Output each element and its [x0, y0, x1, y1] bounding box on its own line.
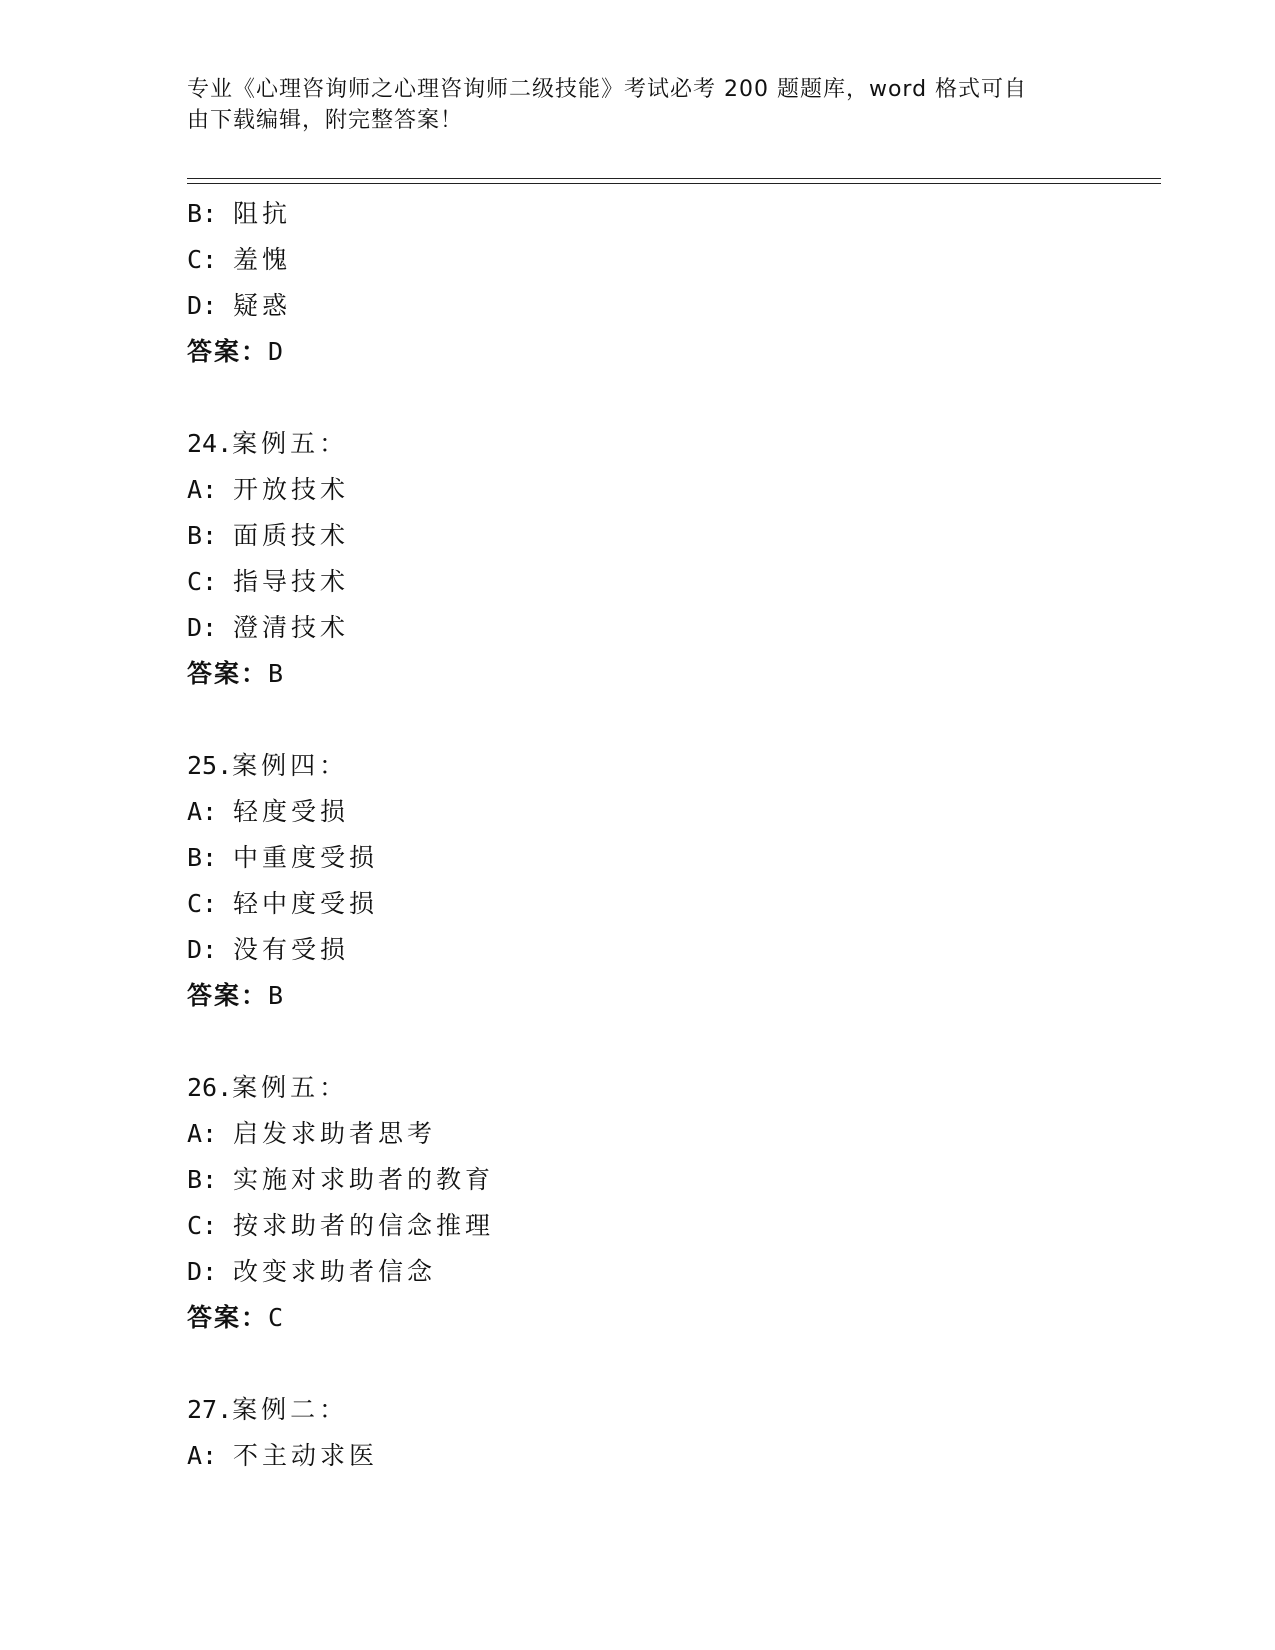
option-text: 没有受损	[233, 935, 350, 964]
spacer	[187, 1019, 1161, 1065]
question-title	[187, 743, 1161, 789]
option-c	[187, 559, 1161, 605]
header-line-1: 专业《心理咨询师之心理咨询师二级技能》考试必考 200 题题库，word 格式可自	[187, 77, 1028, 102]
answer-label: 答案：	[187, 337, 269, 366]
option-c	[187, 1203, 1161, 1249]
header-line-2: 由下载编辑，附完整答案！	[187, 108, 464, 133]
option-label: D:	[187, 935, 218, 964]
option-text: 阻抗	[233, 199, 292, 228]
answer-label: 答案：	[187, 1303, 269, 1332]
answer-value: D	[268, 337, 286, 366]
option-c	[187, 881, 1161, 927]
question-title	[187, 1387, 1161, 1433]
option-text: 开放技术	[233, 475, 350, 504]
option-label: D:	[187, 1257, 218, 1286]
option-label: C:	[187, 245, 218, 274]
option-d	[187, 927, 1161, 973]
option-label: A:	[187, 475, 218, 504]
question-25	[187, 743, 1161, 1019]
option-label: C:	[187, 889, 218, 918]
question-number: 25.	[187, 751, 233, 780]
header-divider-bottom	[187, 183, 1161, 184]
option-label: D:	[187, 613, 218, 642]
option-b	[187, 1157, 1161, 1203]
question-24	[187, 421, 1161, 697]
option-text: 指导技术	[233, 567, 350, 596]
option-d	[187, 605, 1161, 651]
option-text: 轻中度受损	[233, 889, 379, 918]
option-label: B:	[187, 843, 218, 872]
option-label: C:	[187, 1211, 218, 1240]
option-label: A:	[187, 1119, 218, 1148]
option-a	[187, 789, 1161, 835]
option-label: A:	[187, 1441, 218, 1470]
option-a	[187, 1433, 1161, 1479]
question-text: 案例五：	[232, 429, 349, 458]
answer-value: B	[268, 659, 286, 688]
option-text: 面质技术	[233, 521, 350, 550]
option-label: D:	[187, 291, 218, 320]
header-divider-top	[187, 178, 1161, 179]
answer-label: 答案：	[187, 659, 269, 688]
option-text: 中重度受损	[233, 843, 379, 872]
question-number: 24.	[187, 429, 233, 458]
question-text: 案例二：	[232, 1395, 349, 1424]
option-d	[187, 283, 1161, 329]
option-text: 澄清技术	[233, 613, 350, 642]
question-text: 案例四：	[232, 751, 349, 780]
option-text: 疑惑	[233, 291, 292, 320]
option-text: 改变求助者信念	[233, 1257, 437, 1286]
answer-line	[187, 651, 1161, 697]
answer-value: B	[268, 981, 286, 1010]
option-label: B:	[187, 199, 218, 228]
answer-line	[187, 1295, 1161, 1341]
option-label: B:	[187, 521, 218, 550]
question-text: 案例五：	[232, 1073, 349, 1102]
answer-label: 答案：	[187, 981, 269, 1010]
option-b	[187, 513, 1161, 559]
answer-line	[187, 973, 1161, 1019]
option-d	[187, 1249, 1161, 1295]
option-text: 不主动求医	[233, 1441, 379, 1470]
spacer	[187, 697, 1161, 743]
document-header	[187, 74, 1067, 136]
question-23-continued	[187, 191, 1161, 375]
option-label: B:	[187, 1165, 218, 1194]
question-title	[187, 421, 1161, 467]
spacer	[187, 375, 1161, 421]
option-text: 轻度受损	[233, 797, 350, 826]
option-b	[187, 191, 1161, 237]
option-text: 羞愧	[233, 245, 292, 274]
option-text: 启发求助者思考	[233, 1119, 437, 1148]
question-title	[187, 1065, 1161, 1111]
option-label: C:	[187, 567, 218, 596]
question-number: 27.	[187, 1395, 233, 1424]
option-text: 实施对求助者的教育	[233, 1165, 495, 1194]
option-c	[187, 237, 1161, 283]
option-text: 按求助者的信念推理	[233, 1211, 495, 1240]
answer-line	[187, 329, 1161, 375]
option-label: A:	[187, 797, 218, 826]
option-a	[187, 1111, 1161, 1157]
option-a	[187, 467, 1161, 513]
question-list	[187, 191, 1161, 1479]
question-27	[187, 1387, 1161, 1479]
spacer	[187, 1341, 1161, 1387]
question-number: 26.	[187, 1073, 233, 1102]
question-26	[187, 1065, 1161, 1341]
option-b	[187, 835, 1161, 881]
answer-value: C	[268, 1303, 286, 1332]
